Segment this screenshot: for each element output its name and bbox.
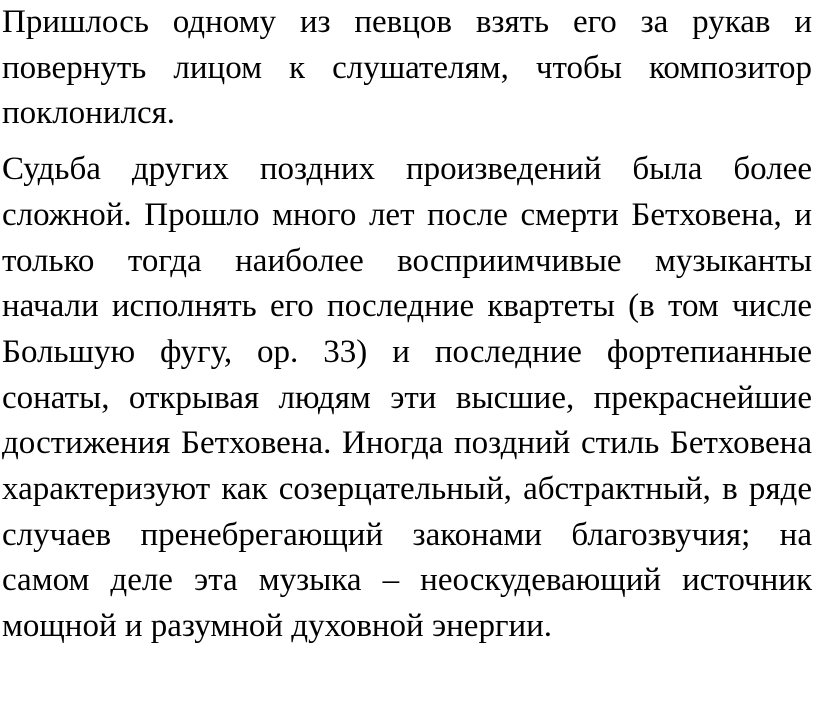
paragraph-composer-bow: Пришлось одному из певцов взять его за рукав и повернуть лицом к слушателям, чтобы композитор поклонился. [2, 4, 812, 132]
paragraph-late-works: Судьба других поздних произведений была более сложной. Прошло много лет после смерти Бетховена, и только тогда наиболее восприимчивые музыканты начали исполнять его последние квартеты (в том числе Большую фугу, ор. 33) и последние фортепианные сонаты, открывая людям эти высшие, прекраснейшие достижения Бетховена. Иногда поздний стиль Бетховена характеризуют как созерцательный, абстрактный, в ряде случаев пренебрегающий законами благозвучия; на самом деле эта музыка – неоскудевающий источник мощной и разумной духовной энергии. [2, 151, 812, 645]
